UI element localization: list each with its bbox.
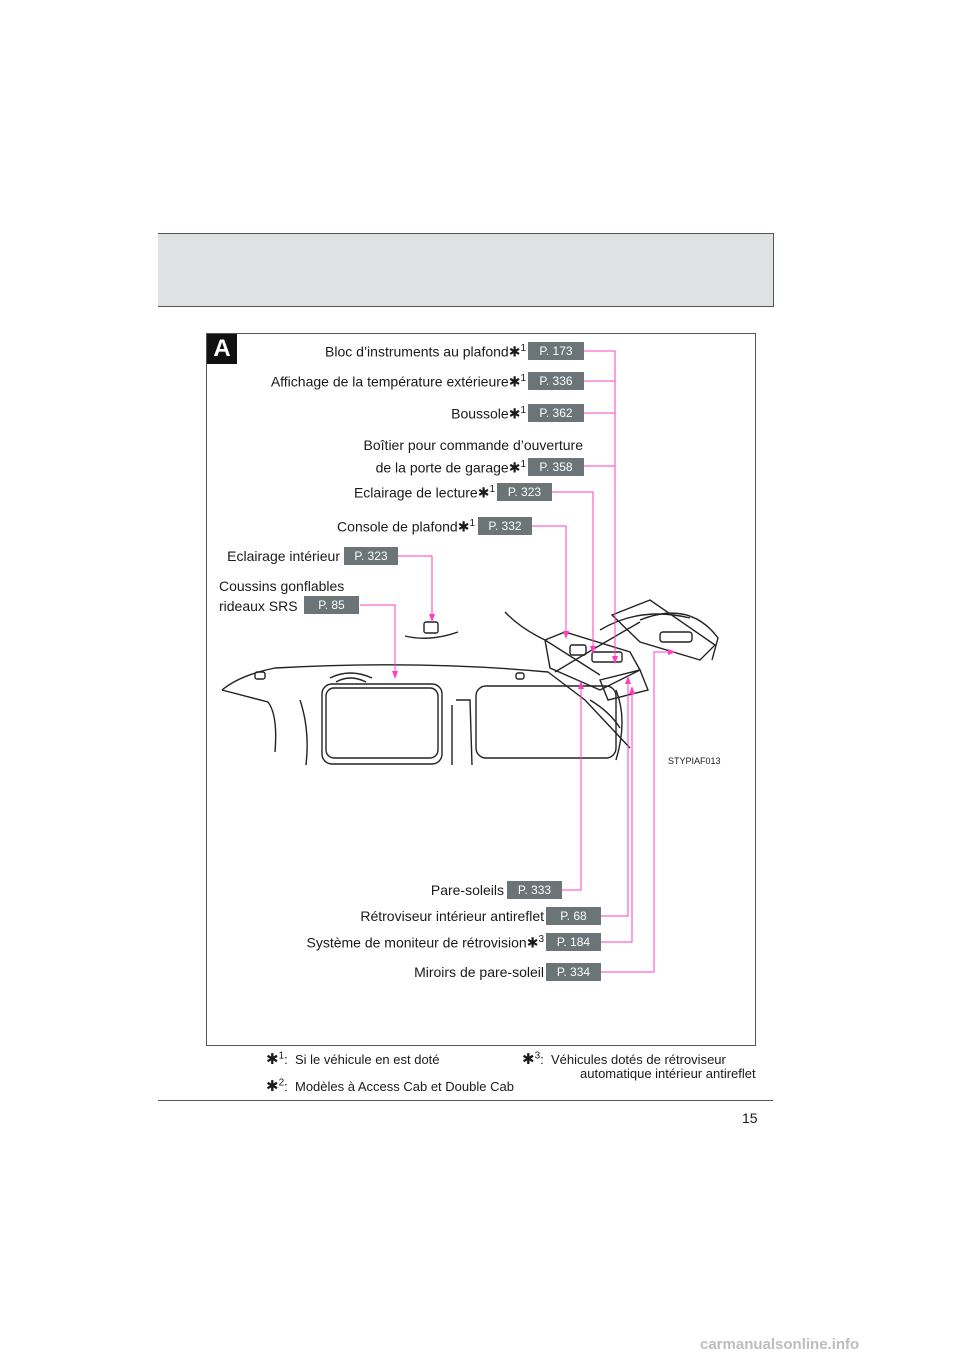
footnote-3: ✱$^3$: Véhicules dotés de rétroviseur bbox=[522, 1050, 726, 1068]
label-anti-glare-mirror: Rétroviseur intérieur antireflet bbox=[360, 908, 544, 924]
page-ref-outside-temp[interactable]: P. 336 bbox=[528, 372, 584, 390]
bottom-rule bbox=[158, 1100, 773, 1101]
page-ref-sun-visors[interactable]: P. 333 bbox=[507, 881, 562, 899]
label-reading-light: Eclairage de lecture✱$^1$ bbox=[353, 484, 495, 501]
page-number: 15 bbox=[742, 1110, 758, 1126]
label-garage-door-line1: Boîtier pour commande d’ouverture bbox=[363, 437, 583, 453]
footnote-3-line2: automatique intérieur antireflet bbox=[580, 1066, 756, 1081]
page-ref-curtain-airbags[interactable]: P. 85 bbox=[304, 596, 359, 614]
page-ref-vanity-mirrors[interactable]: P. 334 bbox=[546, 963, 601, 981]
label-overhead-module: Bloc d’instruments au plafond✱$^1$ bbox=[325, 343, 526, 360]
label-curtain-airbags-line2: rideaux SRS bbox=[219, 598, 298, 614]
page-ref-backup-monitor[interactable]: P. 184 bbox=[546, 933, 601, 951]
label-garage-door-line2: de la porte de garage✱$^1$ bbox=[375, 459, 526, 476]
label-vanity-mirrors: Miroirs de pare-soleil bbox=[414, 964, 544, 980]
section-badge: A bbox=[207, 334, 237, 364]
page-ref-compass[interactable]: P. 362 bbox=[528, 404, 584, 422]
page-ref-interior-light[interactable]: P. 323 bbox=[344, 547, 398, 565]
figure-code: STYPIAF013 bbox=[668, 756, 721, 766]
footnote-1: ✱$^1$: Si le véhicule en est doté bbox=[266, 1050, 440, 1068]
label-outside-temp: Affichage de la température extérieure✱$^1$ bbox=[270, 373, 526, 390]
page-ref-anti-glare-mirror[interactable]: P. 68 bbox=[546, 907, 601, 925]
watermark: carmanualsonline.info bbox=[700, 1336, 860, 1353]
roof-drawing bbox=[222, 600, 718, 765]
label-sun-visors: Pare-soleils bbox=[430, 882, 504, 898]
label-curtain-airbags-line1: Coussins gonflables bbox=[219, 578, 345, 594]
label-overhead-console: Console de plafond✱$^1$ bbox=[337, 518, 475, 535]
label-interior-light: Eclairage intérieur bbox=[227, 548, 340, 564]
page-ref-overhead-module[interactable]: P. 173 bbox=[528, 342, 584, 360]
label-backup-monitor: Système de moniteur de rétrovision✱$^3$ bbox=[306, 934, 544, 951]
label-compass: Boussole✱$^1$ bbox=[451, 405, 526, 422]
page-ref-reading-light[interactable]: P. 323 bbox=[497, 483, 552, 501]
footnote-2: ✱$^2$: Modèles à Access Cab et Double Cab bbox=[266, 1077, 514, 1095]
page-ref-garage-door[interactable]: P. 358 bbox=[528, 458, 584, 476]
page-ref-overhead-console[interactable]: P. 332 bbox=[478, 517, 532, 535]
